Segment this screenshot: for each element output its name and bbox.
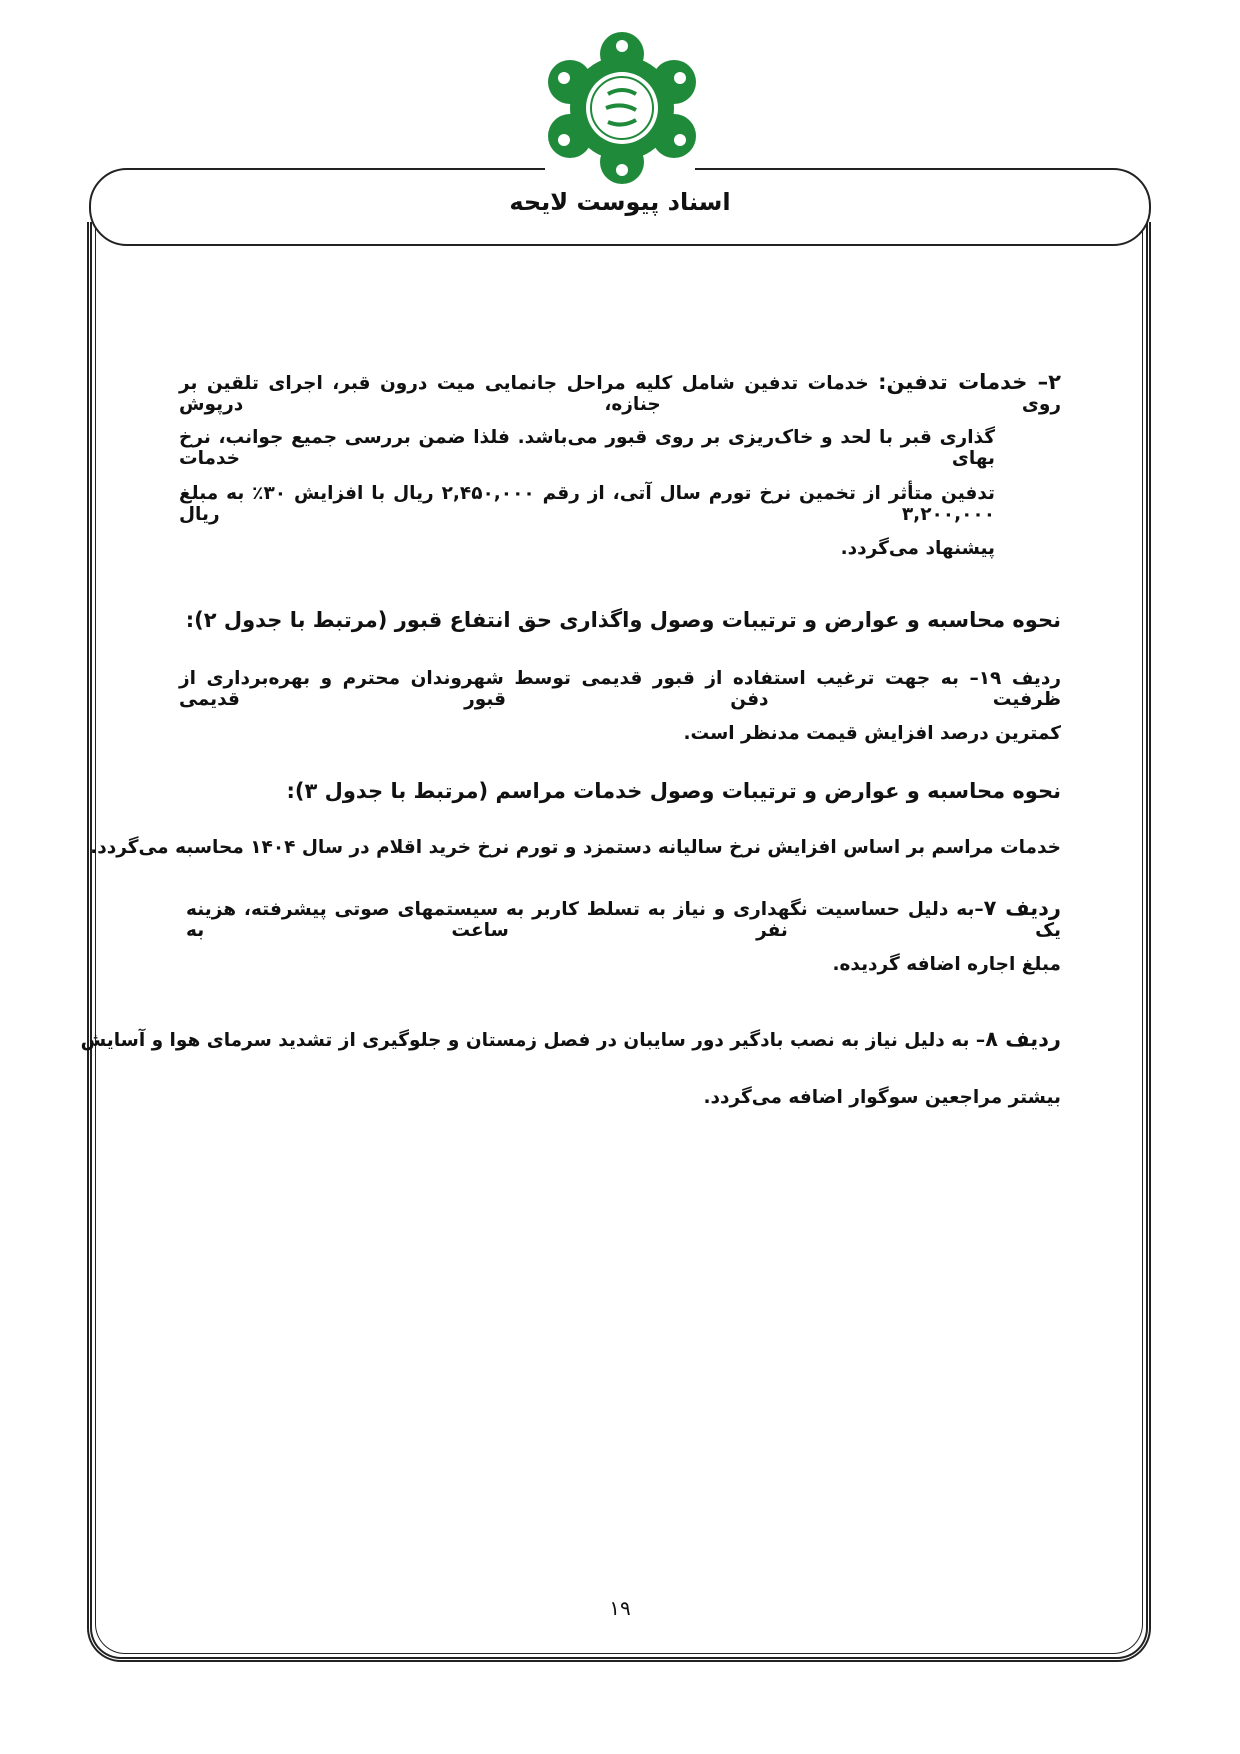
row8-lead: ردیف ۸: [985, 1027, 1061, 1051]
row19-line-2: کمترین درصد افزایش قیمت مدنظر است.: [683, 723, 1061, 744]
row7-lead: ردیف ۷: [983, 896, 1062, 920]
tehran-municipality-logo: [548, 32, 696, 184]
section2-lead: ۲– خدمات تدفین:: [878, 370, 1061, 394]
row8-line-1: [81, 1027, 1061, 1051]
text: –به دلیل حساسیت نگهداری و نیاز به تسلط کاربر به سیستمهای صوتی پیشرفته، هزینه یک نفر ساعت به: [186, 899, 1061, 941]
heading-table2: نحوه محاسبه و عوارض و ترتیبات وصول واگذاری حق انتفاع قبور (مرتبط با جدول ۲):: [185, 608, 1061, 632]
row7-line-2: مبلغ اجاره اضافه گردیده.: [832, 954, 1061, 975]
section2-line-3: تدفین متأثر از تخمین نرخ تورم سال آتی، از رقم ۲,۴۵۰,۰۰۰ ریال با افزایش ۳۰٪ به مبلغ ۳,۲۰۰,۰۰۰ ریال: [179, 483, 995, 525]
text: خدمات تدفین شامل کلیه مراحل جانمایی میت درون قبر، اجرای تلقین بر روی جنازه، درپوش: [179, 373, 1061, 415]
heading-table3: نحوه محاسبه و عوارض و ترتیبات وصول خدمات مراسم (مرتبط با جدول ۳):: [286, 779, 1061, 803]
section2-line-1: [179, 370, 1061, 415]
page-number: ۱۹: [609, 1596, 631, 1620]
row19-line-1: ردیف ۱۹– به جهت ترغیب استفاده از قبور قدیمی توسط شهروندان محترم و بهره‌برداری از ظرفیت دفن قبور قدیمی: [179, 668, 1061, 710]
ceremony-text: خدمات مراسم بر اساس افزایش نرخ سالیانه دستمزد و تورم نرخ خرید اقلام در سال ۱۴۰۴ محاسبه می‌گردد.: [90, 837, 1061, 858]
row7-line-1: [186, 896, 1061, 941]
page-title: اسناد پیوست لایحه: [509, 188, 731, 216]
text: – به دلیل نیاز به نصب بادگیر دور سایبان در فصل زمستان و جلوگیری از تشدید سرمای هوا و آسایش: [80, 1030, 986, 1051]
row8-line-2: بیشتر مراجعین سوگوار اضافه می‌گردد.: [703, 1087, 1061, 1108]
section2-line-4: پیشنهاد می‌گردد.: [840, 538, 995, 559]
section2-line-2: گذاری قبر با لحد و خاک‌ریزی بر روی قبور می‌باشد. فلذا ضمن بررسی جمیع جوانب، نرخ بهای خدمات: [179, 427, 995, 469]
